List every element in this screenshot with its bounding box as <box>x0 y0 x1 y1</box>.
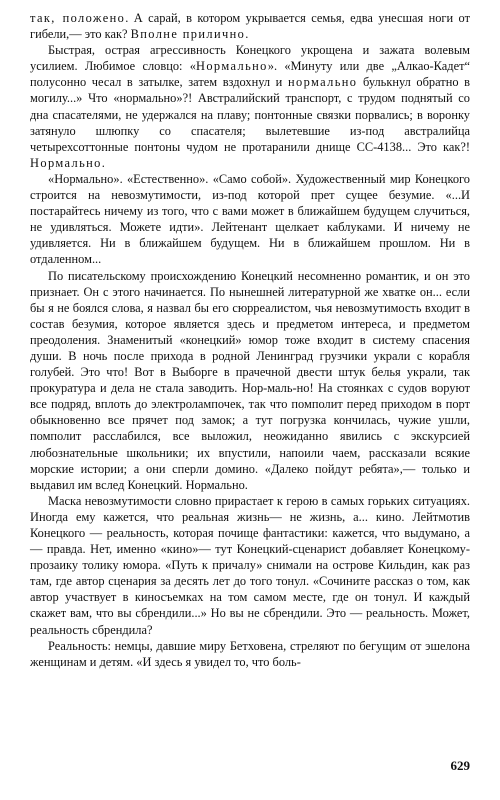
paragraph <box>30 268 470 493</box>
paragraph-text: . <box>245 27 249 42</box>
paragraph <box>30 493 470 638</box>
page-number: 629 <box>450 758 470 773</box>
paragraph-text: ». «Минуту или две „Алкао-Кадет“ полусонно чесал в затылке, затем вздохнул и <box>30 59 470 90</box>
paragraph <box>30 171 470 268</box>
emphasized-text: так, положено <box>30 11 126 25</box>
paragraph-text: Быстрая, острая агрессивность Конецкого укрощена и зажата волевым усилием. Любимое словцо: « <box>30 43 470 74</box>
paragraph-text: «Нормально». «Естественно». «Само собой». Художественный мир Конецкого строится на невозмутимости, из-под которой прет сущее безумие. «...И постарайтесь ничему из того, что с вами может в ближайшем будущем случиться, не удивляться. Можете идти». Лейтенант щелкает каблуками. И ничему не удивляется. Ни в ближайшем будущем. Ни в ближайшем прошлом. Ни в отдаленном... <box>30 171 470 267</box>
paragraph <box>30 10 470 42</box>
paragraph-text: булькнул обратно в могилу...» Что «нормально»?! Австралийский транспорт, с трудом поднятый со дна спасателями, не удержался на плаву; понтонные связки порвались; в воронку затянуло шлюпку со спасателя; вылетевшие из-под австралийца четырехсоттонные понтоны чудом не протаранили днище СС-4138... Это как?! <box>30 75 470 154</box>
emphasized-text: Нормально <box>30 155 102 170</box>
emphasized-text: Нормально <box>195 59 268 74</box>
paragraph-text: . <box>101 155 105 170</box>
paragraph-text: Маска невозмутимости словно прирастает к герою в самых горьких ситуациях. Иногда ему кажется, что реальная жизнь— не жизнь, а... кино. Лейтмотив Конецкого — реальность, которая почище фантастики: кажется, что выдумано, а — правда. Нет, именно «кино»— тут Конецкий-сценарист добавляет Конецкому-прозаику толику юмора. «Путь к причалу» снимали на острове Кильдин, как раз там, где автор сценария за десять лет до того тонул. «Сочините рассказ о том, как автор участвует в киносъемках на том самом месте, где он тонул. И каждый скажет вам, что вы сбрендили...» Но вы не сбрендили. Это — реальность. Может, реальность сбрендила? <box>30 493 470 637</box>
paragraph-text: По писательскому происхождению Конецкий несомненно романтик, и он это признает. Он с этого начинается. По нынешней литературной же хватке он... если бы я не боялся слова, я назвал бы его сюрреалистом, чья невозмутимость входит в состав безумия, которое является здесь и предметом интереса, и предметом преодоления. Знаменитый «конецкий» юмор тоже входит в систему спасения души. В ночь после прихода в родной Ленинград грузчики украли с корабля голубей. Это что! Вот в Выборге в прачечной двести штук белья украли, так прокуратура и дела не стала заводить. Нор-маль-но! На стоянках с судов воруют все подряд, вплоть до электролампочек, так что помполит перед приходом в порт обыкновенно все прячет под замок; а тут погрузка кончилась, чужие ушли, помполит расслабился, все выложил, неожиданно явились с экскурсией любознательные школьники; их впустили, напоили чаем, рассказали всякие морские истории; а они сперли домино. «Далеко пойдут ребята»,— только и выдавил им вслед Конецкий. Нормально. <box>30 268 470 492</box>
paragraph <box>30 638 470 670</box>
emphasized-text: нормально <box>287 75 358 90</box>
emphasized-text: Вполне прилично <box>130 27 246 42</box>
body-text <box>30 10 470 670</box>
paragraph <box>30 42 470 171</box>
paragraph-text: Реальность: немцы, давшие миру Бетховена, стреляют по бегущим от эшелона женщинам и детям. «И здесь я увидел то, что боль- <box>30 638 470 669</box>
paragraph-text: . А сарай, в котором укрывается семья, едва унесшая ноги от гибели,— это как? <box>30 11 470 42</box>
